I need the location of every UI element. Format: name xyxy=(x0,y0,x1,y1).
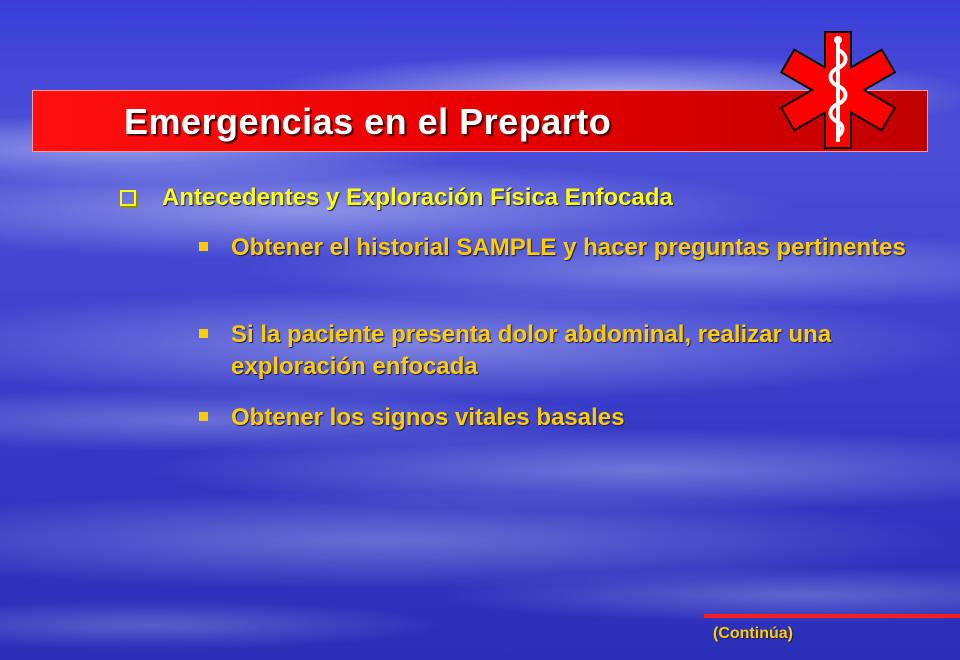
accent-line xyxy=(704,614,960,618)
bullet-item xyxy=(231,232,911,264)
square-bullet-icon xyxy=(199,329,208,338)
bullet-item xyxy=(231,319,911,383)
hollow-square-bullet-icon xyxy=(120,190,136,206)
section-heading-row xyxy=(120,184,673,212)
section-heading: Antecedentes y Exploración Física Enfocada xyxy=(162,184,673,211)
square-bullet-icon xyxy=(199,242,208,251)
slide-title: Emergencias en el Preparto xyxy=(124,101,612,142)
continuation-note: (Continúa) xyxy=(713,625,793,642)
square-bullet-icon xyxy=(199,412,208,421)
bullet-item xyxy=(231,402,911,434)
bullet-text: Si la paciente presenta dolor abdominal, realizar una exploración enfocada xyxy=(231,321,832,380)
bullet-text: Obtener el historial SAMPLE y hacer preguntas pertinentes xyxy=(231,234,906,261)
bullet-text: Obtener los signos vitales basales xyxy=(231,404,625,431)
